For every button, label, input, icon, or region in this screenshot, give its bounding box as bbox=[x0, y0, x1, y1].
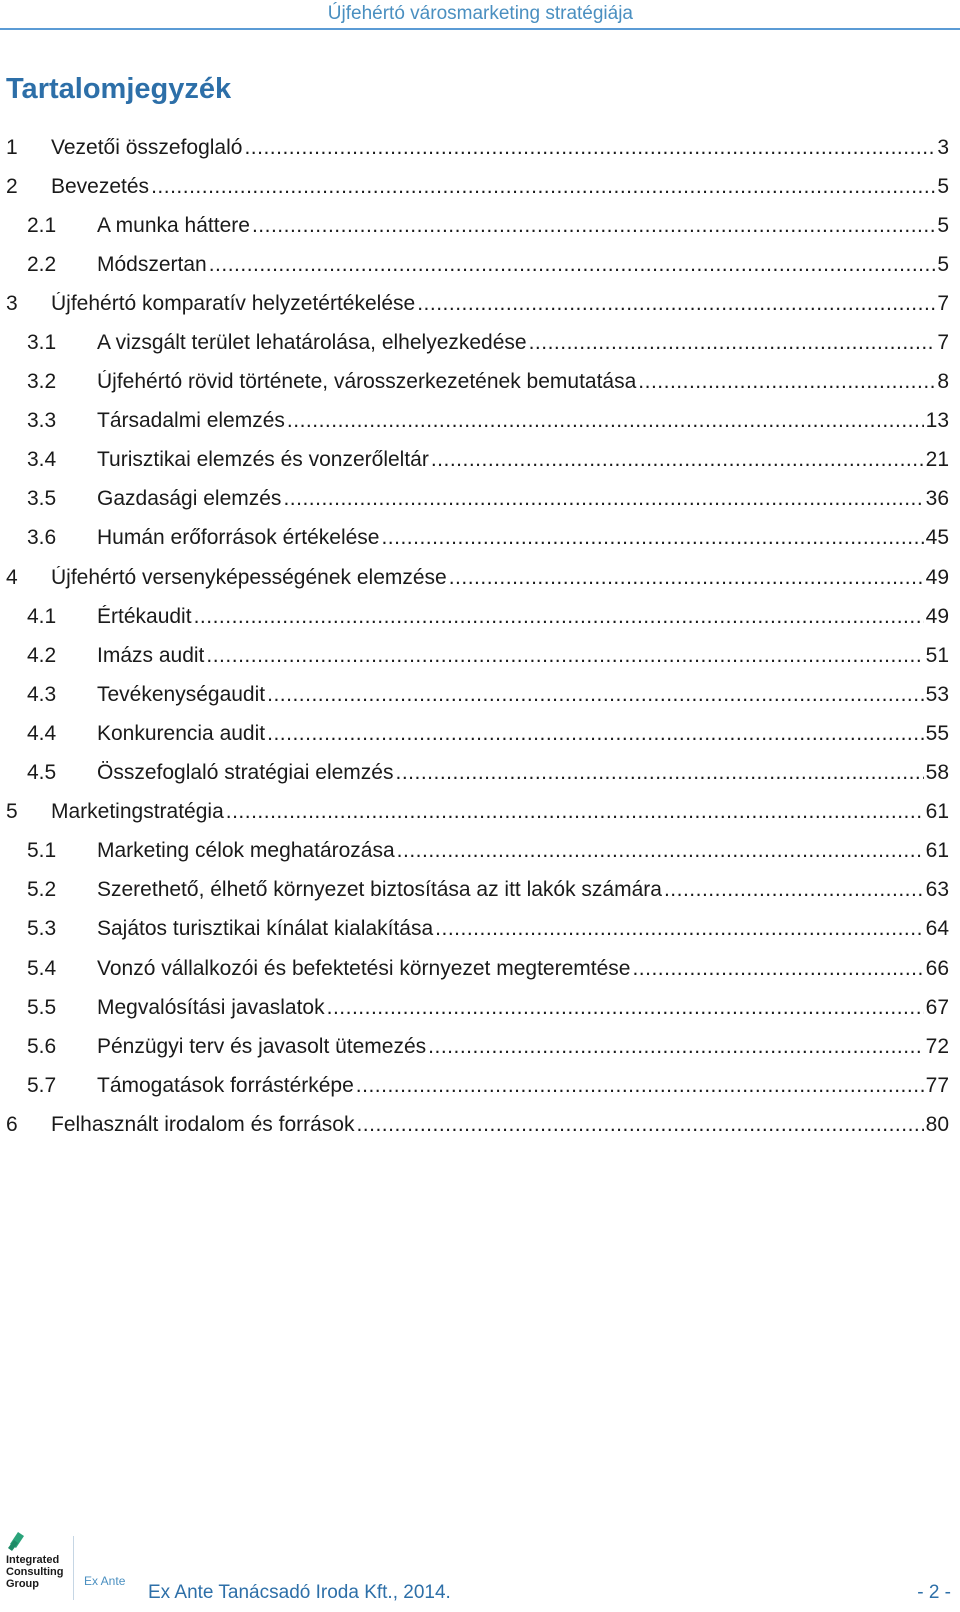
toc-entry-number: 3.3 bbox=[27, 409, 57, 433]
toc-entry-title: Felhasznált irodalom és források bbox=[51, 1112, 355, 1136]
toc-entry-page: 21 bbox=[925, 448, 949, 472]
page-footer bbox=[0, 1530, 960, 1612]
toc-dot-leader bbox=[206, 644, 923, 668]
toc-dot-leader bbox=[252, 214, 935, 238]
toc-entry-number: 5.4 bbox=[27, 956, 57, 980]
toc-dot-leader bbox=[267, 722, 924, 746]
toc-dot-leader bbox=[381, 526, 923, 550]
toc-entry-body bbox=[97, 331, 949, 355]
toc-entry-page: 61 bbox=[925, 839, 949, 863]
toc-entry-title: Marketingstratégia bbox=[51, 800, 224, 824]
toc-entry-page: 49 bbox=[925, 565, 949, 589]
toc-dot-leader bbox=[529, 331, 936, 355]
toc-dot-leader bbox=[449, 566, 924, 590]
toc-entry-number: 3.4 bbox=[27, 448, 57, 472]
toc-entry-title: Tevékenységaudit bbox=[97, 682, 266, 706]
toc-entry-number: 5 bbox=[6, 800, 18, 824]
toc-entry-body bbox=[97, 214, 949, 238]
toc-entry-title: Turisztikai elemzés és vonzerőleltár bbox=[97, 448, 429, 472]
toc-list bbox=[0, 128, 960, 1144]
toc-entry-body bbox=[97, 722, 949, 746]
toc-entry-number: 1 bbox=[6, 135, 18, 159]
toc-entry-page: 13 bbox=[925, 409, 949, 433]
toc-entry[interactable] bbox=[0, 1105, 960, 1144]
toc-entry-number: 4.5 bbox=[27, 761, 57, 785]
toc-dot-leader bbox=[356, 1113, 923, 1137]
toc-entry-title: Megvalósítási javaslatok bbox=[97, 995, 325, 1019]
toc-entry-number: 4.3 bbox=[27, 682, 57, 706]
toc-entry-body bbox=[97, 1074, 949, 1098]
toc-dot-leader bbox=[356, 1074, 924, 1098]
toc-entry-page: 80 bbox=[925, 1112, 949, 1136]
toc-entry-page: 51 bbox=[925, 643, 949, 667]
toc-entry-title: Marketing célok meghatározása bbox=[97, 839, 395, 863]
toc-entry-page: 5 bbox=[937, 213, 949, 237]
page-header bbox=[0, 0, 960, 30]
toc-entry-title: Gazdasági elemzés bbox=[97, 487, 282, 511]
toc-entry-title: Újfehértó versenyképességének elemzése bbox=[51, 565, 447, 589]
toc-entry-title: Bevezetés bbox=[51, 174, 150, 198]
toc-entry-number: 5.5 bbox=[27, 995, 57, 1019]
toc-dot-leader bbox=[417, 292, 935, 316]
toc-entry-body bbox=[51, 800, 949, 824]
exante-logo: Ex Ante bbox=[84, 1574, 126, 1588]
toc-entry-title: Imázs audit bbox=[97, 643, 205, 667]
footer-page-number: - 2 - bbox=[917, 1582, 951, 1603]
toc-entry-number: 5.3 bbox=[27, 917, 57, 941]
toc-entry[interactable] bbox=[0, 988, 960, 1027]
toc-dot-leader bbox=[397, 839, 924, 863]
toc-entry-body bbox=[97, 487, 949, 511]
toc-entry-number: 4.4 bbox=[27, 721, 57, 745]
icg-logo-icon bbox=[6, 1530, 28, 1552]
toc-entry-body bbox=[97, 1035, 949, 1059]
toc-entry-title: Vezetői összefoglaló bbox=[51, 135, 243, 159]
toc-dot-leader bbox=[428, 1035, 923, 1059]
toc-entry[interactable] bbox=[0, 480, 960, 519]
toc-entry-page: 8 bbox=[937, 370, 949, 394]
toc-entry[interactable] bbox=[0, 910, 960, 949]
toc-entry-body bbox=[97, 917, 949, 941]
toc-entry-page: 72 bbox=[925, 1034, 949, 1058]
toc-entry-title: Humán erőforrások értékelése bbox=[97, 526, 380, 550]
toc-entry-body bbox=[97, 957, 949, 981]
toc-entry-page: 67 bbox=[925, 995, 949, 1019]
toc-dot-leader bbox=[395, 761, 923, 785]
toc-entry[interactable] bbox=[0, 793, 960, 832]
toc-dot-leader bbox=[431, 448, 924, 472]
toc-dot-leader bbox=[226, 800, 924, 824]
toc-entry-body bbox=[51, 136, 949, 160]
logo-line-2: Consulting bbox=[6, 1566, 64, 1578]
toc-dot-leader bbox=[194, 605, 924, 629]
toc-entry-title: Újfehértó komparatív helyzetértékelése bbox=[51, 291, 416, 315]
toc-entry-body bbox=[97, 878, 949, 902]
toc-entry-page: 36 bbox=[925, 487, 949, 511]
toc-entry-page: 49 bbox=[925, 604, 949, 628]
toc-entry-number: 3 bbox=[6, 291, 18, 315]
toc-entry-number: 5.7 bbox=[27, 1073, 57, 1097]
toc-entry-title: Összefoglaló stratégiai elemzés bbox=[97, 761, 394, 785]
toc-entry-number: 2.1 bbox=[27, 213, 57, 237]
toc-entry-page: 7 bbox=[937, 331, 949, 355]
toc-entry-number: 3.2 bbox=[27, 370, 57, 394]
toc-entry[interactable] bbox=[0, 206, 960, 245]
toc-entry-title: Sajátos turisztikai kínálat kialakítása bbox=[97, 917, 434, 941]
toc-entry-page: 53 bbox=[925, 682, 949, 706]
header-rule bbox=[0, 28, 960, 30]
toc-entry-number: 4.2 bbox=[27, 643, 57, 667]
toc-entry-page: 66 bbox=[925, 956, 949, 980]
toc-entry-number: 5.1 bbox=[27, 839, 57, 863]
toc-entry-page: 64 bbox=[925, 917, 949, 941]
toc-entry-page: 45 bbox=[925, 526, 949, 550]
toc-entry[interactable] bbox=[0, 402, 960, 441]
toc-entry-body bbox=[97, 839, 949, 863]
logo-line-1: Integrated bbox=[6, 1554, 60, 1566]
toc-entry-page: 55 bbox=[925, 721, 949, 745]
toc-entry[interactable] bbox=[0, 323, 960, 362]
toc-entry-page: 61 bbox=[925, 800, 949, 824]
toc-entry-body bbox=[97, 683, 949, 707]
toc-dot-leader bbox=[435, 917, 923, 941]
toc-entry[interactable] bbox=[0, 871, 960, 910]
toc-entry-body bbox=[97, 526, 949, 550]
toc-entry-title: Módszertan bbox=[97, 252, 207, 276]
toc-entry-title: Támogatások forrástérképe bbox=[97, 1073, 354, 1097]
toc-entry[interactable] bbox=[0, 949, 960, 988]
toc-entry-number: 3.5 bbox=[27, 487, 57, 511]
icg-logo bbox=[4, 1530, 74, 1604]
toc-entry-number: 6 bbox=[6, 1112, 18, 1136]
toc-entry-number: 5.2 bbox=[27, 878, 57, 902]
toc-entry-title: Pénzügyi terv és javasolt ütemezés bbox=[97, 1034, 427, 1058]
toc-dot-leader bbox=[244, 136, 935, 160]
toc-dot-leader bbox=[664, 878, 924, 902]
toc-entry[interactable] bbox=[0, 1027, 960, 1066]
toc-heading: Tartalomjegyzék bbox=[6, 73, 232, 105]
header-title: Újfehértó városmarketing stratégiája bbox=[327, 3, 633, 24]
toc-entry-body bbox=[97, 605, 949, 629]
toc-entry-page: 58 bbox=[925, 761, 949, 785]
toc-dot-leader bbox=[267, 683, 924, 707]
toc-entry-number: 4 bbox=[6, 565, 18, 589]
toc-entry-body bbox=[51, 292, 949, 316]
toc-entry[interactable] bbox=[0, 754, 960, 793]
toc-entry[interactable] bbox=[0, 441, 960, 480]
toc-entry[interactable] bbox=[0, 636, 960, 675]
toc-dot-leader bbox=[638, 370, 935, 394]
toc-entry-title: Szerethető, élhető környezet biztosítása az itt lakók számára bbox=[97, 878, 662, 902]
toc-dot-leader bbox=[632, 957, 923, 981]
toc-entry-title: Vonzó vállalkozói és befektetési környezet megteremtése bbox=[97, 956, 631, 980]
toc-entry-page: 5 bbox=[937, 252, 949, 276]
toc-entry-title: Értékaudit bbox=[97, 604, 192, 628]
toc-entry-body bbox=[97, 448, 949, 472]
toc-entry-body bbox=[97, 644, 949, 668]
toc-entry-title: A munka háttere bbox=[97, 213, 250, 237]
toc-entry-number: 3.1 bbox=[27, 331, 57, 355]
toc-entry-title: Társadalmi elemzés bbox=[97, 409, 285, 433]
toc-dot-leader bbox=[151, 175, 935, 199]
toc-entry[interactable] bbox=[0, 1066, 960, 1105]
toc-dot-leader bbox=[287, 409, 924, 433]
toc-entry[interactable] bbox=[0, 128, 960, 167]
toc-entry-number: 4.1 bbox=[27, 604, 57, 628]
toc-entry[interactable] bbox=[0, 558, 960, 597]
toc-entry-page: 7 bbox=[937, 291, 949, 315]
icg-logo-text bbox=[6, 1554, 63, 1590]
toc-entry-title: Újfehértó rövid története, városszerkezetének bemutatása bbox=[97, 370, 637, 394]
toc-entry[interactable] bbox=[0, 597, 960, 636]
toc-entry-body bbox=[97, 996, 949, 1020]
toc-entry[interactable] bbox=[0, 714, 960, 753]
toc-entry[interactable] bbox=[0, 519, 960, 558]
toc-entry-body bbox=[97, 761, 949, 785]
toc-entry-body bbox=[97, 253, 949, 277]
toc-entry[interactable] bbox=[0, 167, 960, 206]
toc-dot-leader bbox=[327, 996, 924, 1020]
toc-entry[interactable] bbox=[0, 284, 960, 323]
logo-divider bbox=[73, 1536, 74, 1600]
footer-company: Ex Ante Tanácsadó Iroda Kft., 2014. bbox=[148, 1582, 451, 1603]
toc-entry-title: Konkurencia audit bbox=[97, 721, 266, 745]
toc-entry-title: A vizsgált terület lehatárolása, elhelyezkedése bbox=[97, 331, 527, 355]
toc-dot-leader bbox=[283, 487, 923, 511]
toc-entry-body bbox=[51, 1113, 949, 1137]
toc-entry[interactable] bbox=[0, 363, 960, 402]
logo-line-3: Group bbox=[6, 1578, 39, 1590]
toc-entry[interactable] bbox=[0, 832, 960, 871]
toc-entry-body bbox=[97, 370, 949, 394]
toc-entry-page: 3 bbox=[937, 135, 949, 159]
toc-entry-body bbox=[51, 566, 949, 590]
toc-entry-body bbox=[51, 175, 949, 199]
toc-entry-body bbox=[97, 409, 949, 433]
toc-entry-page: 63 bbox=[925, 878, 949, 902]
toc-dot-leader bbox=[209, 253, 936, 277]
toc-entry-page: 5 bbox=[937, 174, 949, 198]
toc-entry[interactable] bbox=[0, 245, 960, 284]
toc-entry-number: 2.2 bbox=[27, 252, 57, 276]
toc-entry-number: 3.6 bbox=[27, 526, 57, 550]
toc-entry-page: 77 bbox=[925, 1073, 949, 1097]
toc-entry-number: 5.6 bbox=[27, 1034, 57, 1058]
toc-entry-number: 2 bbox=[6, 174, 18, 198]
toc-entry[interactable] bbox=[0, 675, 960, 714]
